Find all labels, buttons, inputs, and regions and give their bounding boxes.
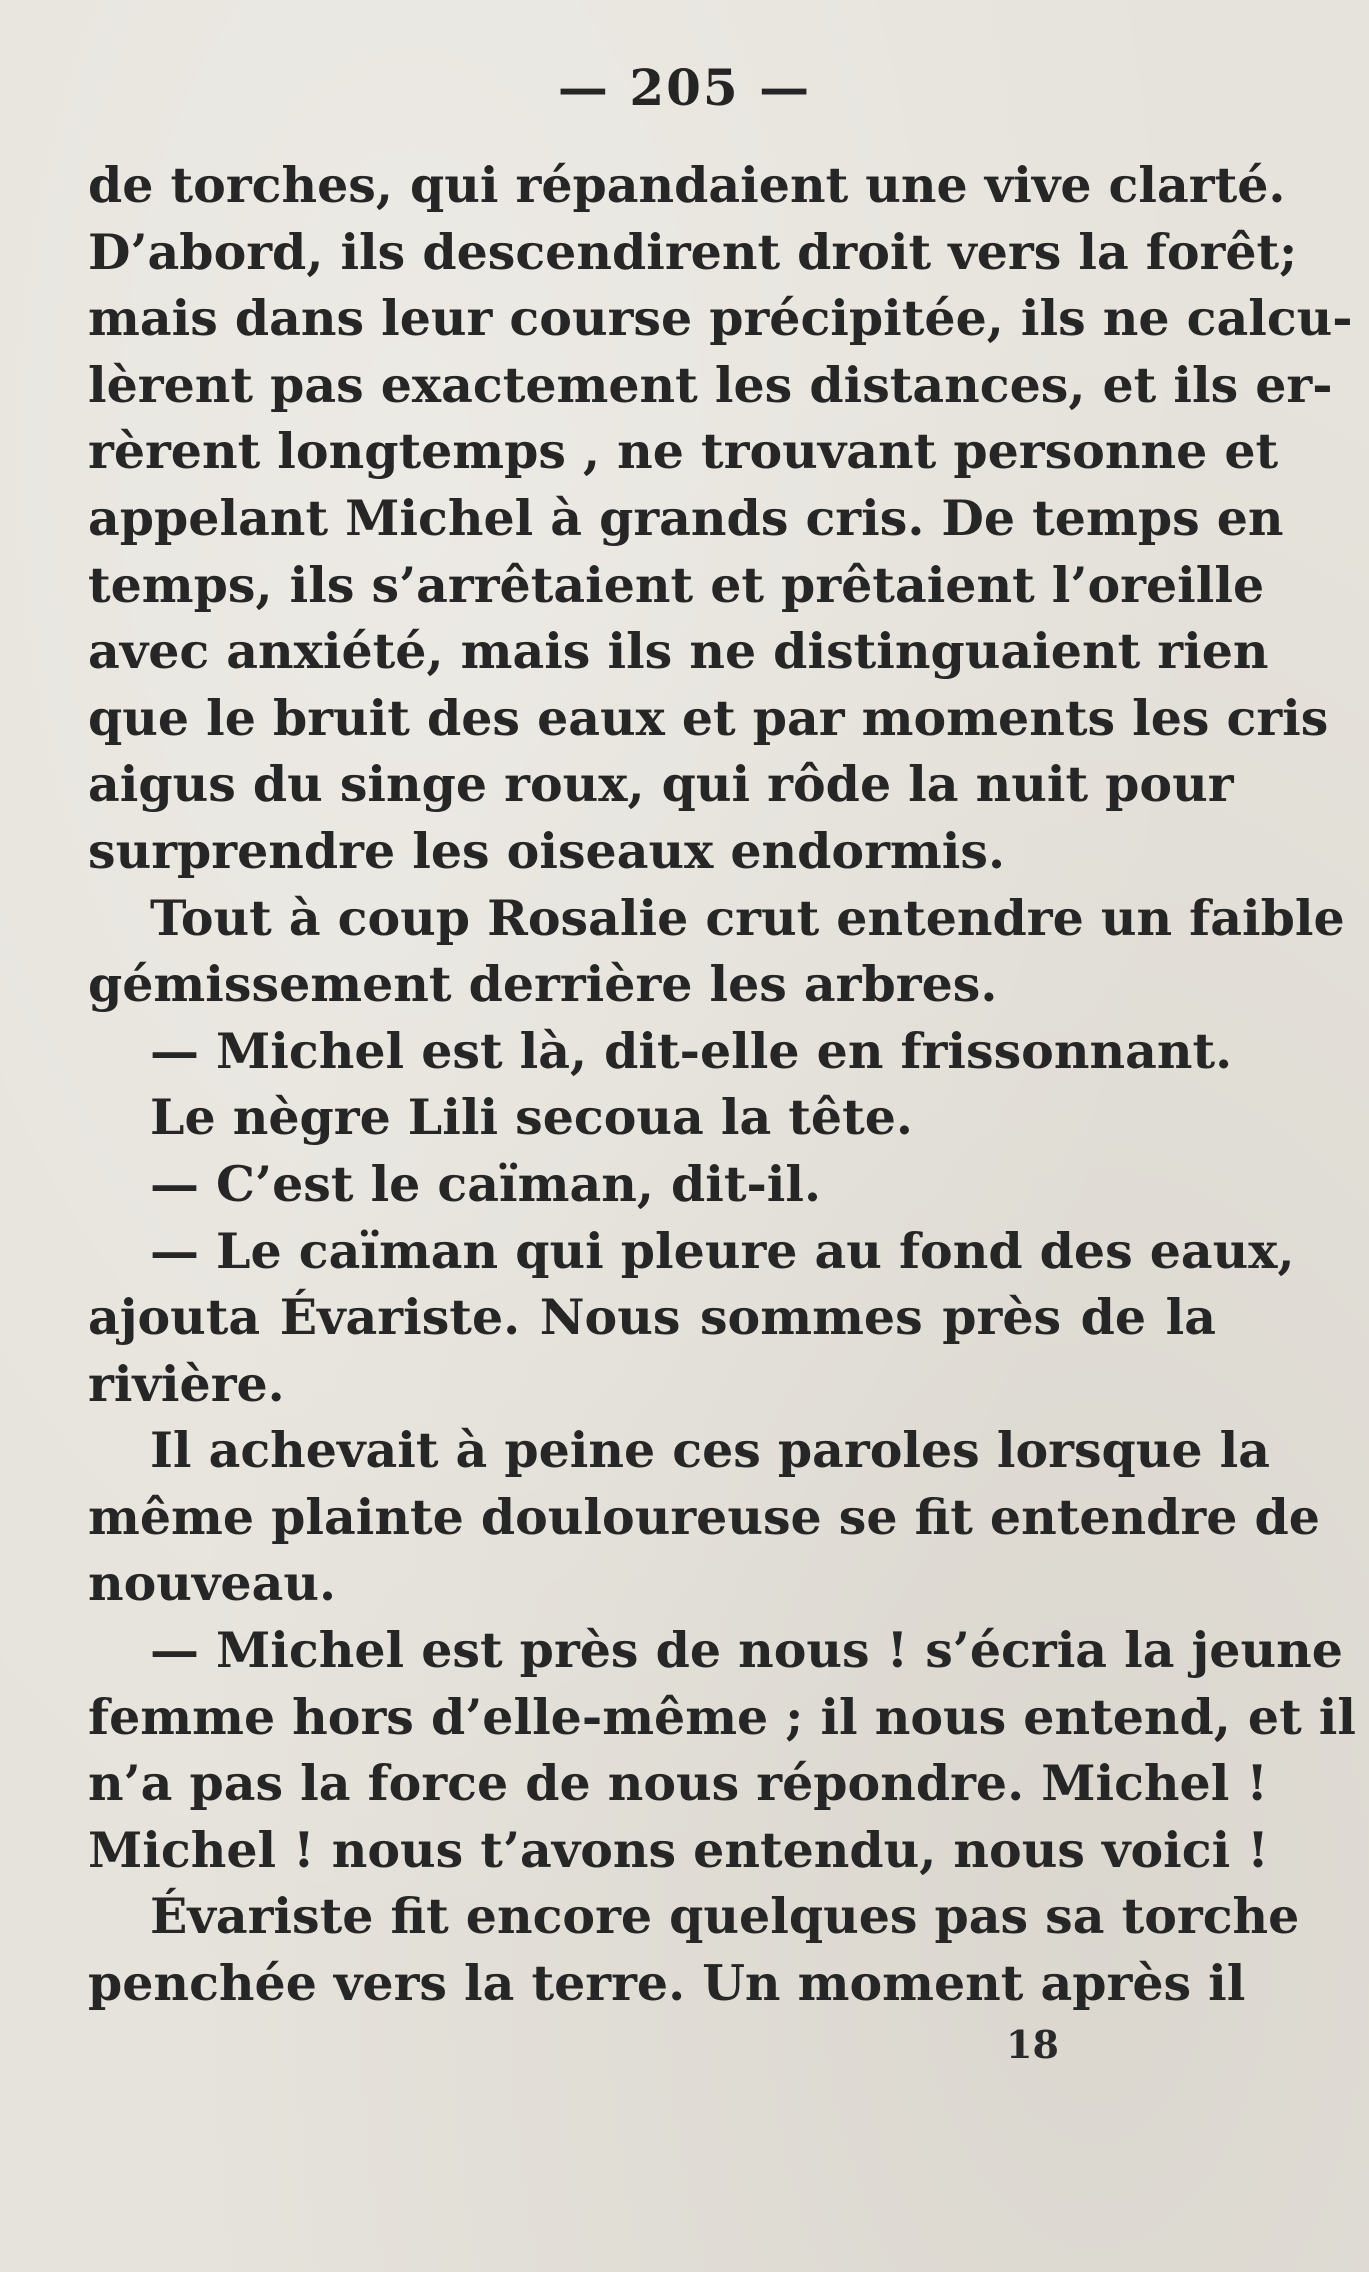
signature-mark: 18: [1006, 2022, 1059, 2067]
text-line: D’abord, ils descendirent droit vers la forêt;: [88, 222, 1298, 281]
page-number-header: — 205 —: [557, 58, 812, 117]
text-line: — C’est le caïman, dit-il.: [150, 1154, 822, 1213]
text-line: penchée vers la terre. Un moment après il: [88, 1954, 1246, 2013]
text-line: lèrent pas exactement les distances, et ils er-: [88, 355, 1333, 414]
text-line: avec anxiété, mais ils ne distinguaient rien: [88, 622, 1269, 681]
text-line: n’a pas la force de nous répondre. Michel !: [88, 1754, 1268, 1813]
text-line: — Michel est près de nous ! s’écria la jeune: [150, 1621, 1343, 1680]
text-line: — Le caïman qui pleure au fond des eaux,: [150, 1221, 1295, 1280]
text-line: — Michel est là, dit-elle en frissonnant.: [150, 1021, 1233, 1080]
text-line: mais dans leur course précipitée, ils ne calcu-: [88, 289, 1353, 348]
text-line: aigus du singe roux, qui rôde la nuit pour: [88, 755, 1234, 814]
text-line: Il achevait à peine ces paroles lorsque la: [150, 1421, 1271, 1480]
text-line: Le nègre Lili secoua la tête.: [150, 1088, 913, 1147]
text-line: nouveau.: [88, 1554, 337, 1613]
text-line: Évariste fit encore quelques pas sa torche: [150, 1887, 1300, 1946]
text-line: surprendre les oiseaux endormis.: [88, 821, 1006, 880]
text-line: Tout à coup Rosalie crut entendre un faible: [150, 888, 1345, 947]
text-line: appelant Michel à grands cris. De temps en: [88, 488, 1284, 547]
text-line: temps, ils s’arrêtaient et prêtaient l’oreille: [88, 555, 1265, 614]
body-text: [88, 152, 1357, 2017]
text-line: que le bruit des eaux et par moments les cris: [88, 688, 1329, 747]
text-line: femme hors d’elle-même ; il nous entend, et il: [88, 1687, 1357, 1746]
text-line: ajouta Évariste. Nous sommes près de la: [88, 1288, 1216, 1347]
text-line: même plainte douloureuse se fit entendre de: [88, 1487, 1320, 1546]
text-line: rivière.: [88, 1354, 285, 1413]
text-line: Michel ! nous t’avons entendu, nous voici !: [88, 1820, 1269, 1879]
text-line: rèrent longtemps , ne trouvant personne et: [88, 422, 1279, 481]
text-line: gémissement derrière les arbres.: [88, 955, 998, 1014]
text-line: de torches, qui répandaient une vive clarté.: [88, 156, 1286, 214]
